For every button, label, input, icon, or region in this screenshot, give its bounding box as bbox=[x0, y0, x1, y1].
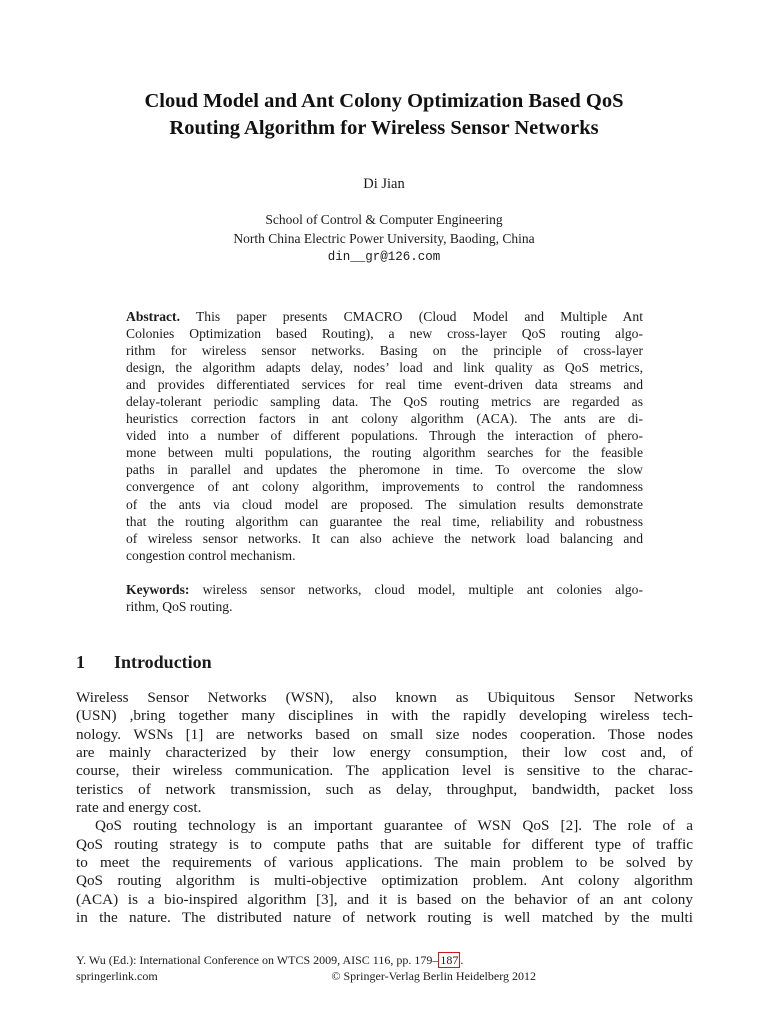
abstract-line: convergence of ant colony algorithm, improvements to control the randomness bbox=[126, 479, 643, 495]
author-name: Di Jian bbox=[363, 176, 405, 192]
keywords-text: wireless sensor networks, cloud model, multiple ant colonies algo- bbox=[189, 582, 643, 597]
publisher-line bbox=[76, 968, 536, 984]
citation-text: Y. Wu (Ed.): International Conference on WTCS 2009, AISC 116, pp. 179– bbox=[76, 953, 439, 967]
section-heading bbox=[76, 652, 212, 673]
body-line: Wireless Sensor Networks (WSN), also known as Ubiquitous Sensor Networks bbox=[76, 689, 693, 706]
abstract-line: congestion control mechanism. bbox=[126, 547, 296, 563]
citation bbox=[76, 952, 536, 968]
keywords-line: rithm, QoS routing. bbox=[126, 599, 233, 614]
abstract-line: and provides differentiated services for real time event-driven data streams and bbox=[126, 377, 643, 393]
abstract-line: design, the algorithm adapts delay, nodes’ load and link quality as QoS metrics, bbox=[126, 360, 643, 376]
keywords-label: Keywords: bbox=[126, 582, 190, 597]
section-number: 1 bbox=[76, 652, 85, 672]
keywords bbox=[126, 581, 643, 615]
title-line: Routing Algorithm for Wireless Sensor Networks bbox=[169, 117, 599, 139]
keywords-line bbox=[126, 581, 643, 598]
abstract-line: that the routing algorithm can guarantee the real time, reliability and robustness bbox=[126, 513, 643, 529]
affiliation bbox=[0, 210, 768, 267]
citation-end: . bbox=[460, 953, 464, 967]
body-line: course, their wireless communication. The application level is sensitive to the charac- bbox=[76, 762, 693, 780]
introduction-body bbox=[76, 689, 693, 927]
author-email[interactable]: din__gr@126.com bbox=[327, 250, 441, 264]
abstract-line: paths in parallel and updates the pheromone in time. To overcome the slow bbox=[126, 462, 643, 478]
abstract-text: This paper presents CMACRO (Cloud Model and Multiple Ant bbox=[179, 309, 643, 324]
body-line: nology. WSNs [1] are networks based on small size nodes cooperation. Those nodes bbox=[76, 725, 693, 743]
body-line: (USN) ,bring together many disciplines in with the rapidly developing wireless tech- bbox=[76, 707, 693, 725]
section-title: Introduction bbox=[114, 652, 212, 672]
paper-title bbox=[60, 88, 708, 142]
page-reference-link[interactable]: 187 bbox=[440, 953, 459, 967]
abstract-line: of wireless sensor networks. It can also achieve the network load balancing and bbox=[126, 530, 643, 546]
title-line: Cloud Model and Ant Colony Optimization Based QoS bbox=[144, 90, 624, 112]
body-line: are mainly characterized by their low energy consumption, their low cost and, of bbox=[76, 744, 693, 762]
body-line: rate and energy cost. bbox=[76, 799, 202, 817]
abstract-line: mone between multi populations, the routing algorithm searches for the feasible bbox=[126, 445, 643, 461]
abstract-line: Colonies Optimization based Routing), a new cross-layer QoS routing algo- bbox=[126, 326, 643, 342]
body-line: in the nature. The distributed nature of network routing is well matched by the multi bbox=[76, 909, 693, 927]
abstract-label: Abstract. bbox=[126, 309, 180, 324]
affiliation-line: North China Electric Power University, Baoding, China bbox=[233, 231, 535, 246]
publisher-site: springerlink.com bbox=[76, 969, 158, 983]
affiliation-line: School of Control & Computer Engineering bbox=[265, 212, 503, 227]
abstract-line: vided into a number of different populations. Through the interaction of phero- bbox=[126, 428, 643, 444]
abstract-line: of the ants via cloud model are proposed. The simulation results demonstrate bbox=[126, 496, 643, 512]
body-line: to meet the requirements of various applications. The main problem to be solved by bbox=[76, 854, 693, 872]
abstract-line: rithm for wireless sensor networks. Basing on the principle of cross-layer bbox=[126, 343, 643, 359]
page-footer bbox=[76, 952, 536, 984]
abstract-line bbox=[126, 308, 643, 325]
abstract-line: delay-tolerant periodic sampling data. The QoS routing metrics are regarded as bbox=[126, 394, 643, 410]
body-line: QoS routing technology is an important guarantee of WSN QoS [2]. The role of a bbox=[95, 817, 693, 835]
abstract bbox=[126, 308, 643, 564]
body-line: (ACA) is a bio-inspired algorithm [3], and it is based on the behavior of an ant colony bbox=[76, 890, 693, 908]
abstract-line: heuristics correction factors in ant colony algorithm (ACA). The ants are di- bbox=[126, 411, 643, 427]
body-line: teristics of network transmission, such as delay, throughput, bandwidth, packet loss bbox=[76, 780, 693, 798]
copyright: © Springer-Verlag Berlin Heidelberg 2012 bbox=[331, 969, 536, 983]
body-line: QoS routing algorithm is multi-objective optimization problem. Ant colony algorithm bbox=[76, 872, 693, 890]
body-line: QoS routing strategy is to compute paths that are suitable for different type of traffic bbox=[76, 835, 693, 853]
